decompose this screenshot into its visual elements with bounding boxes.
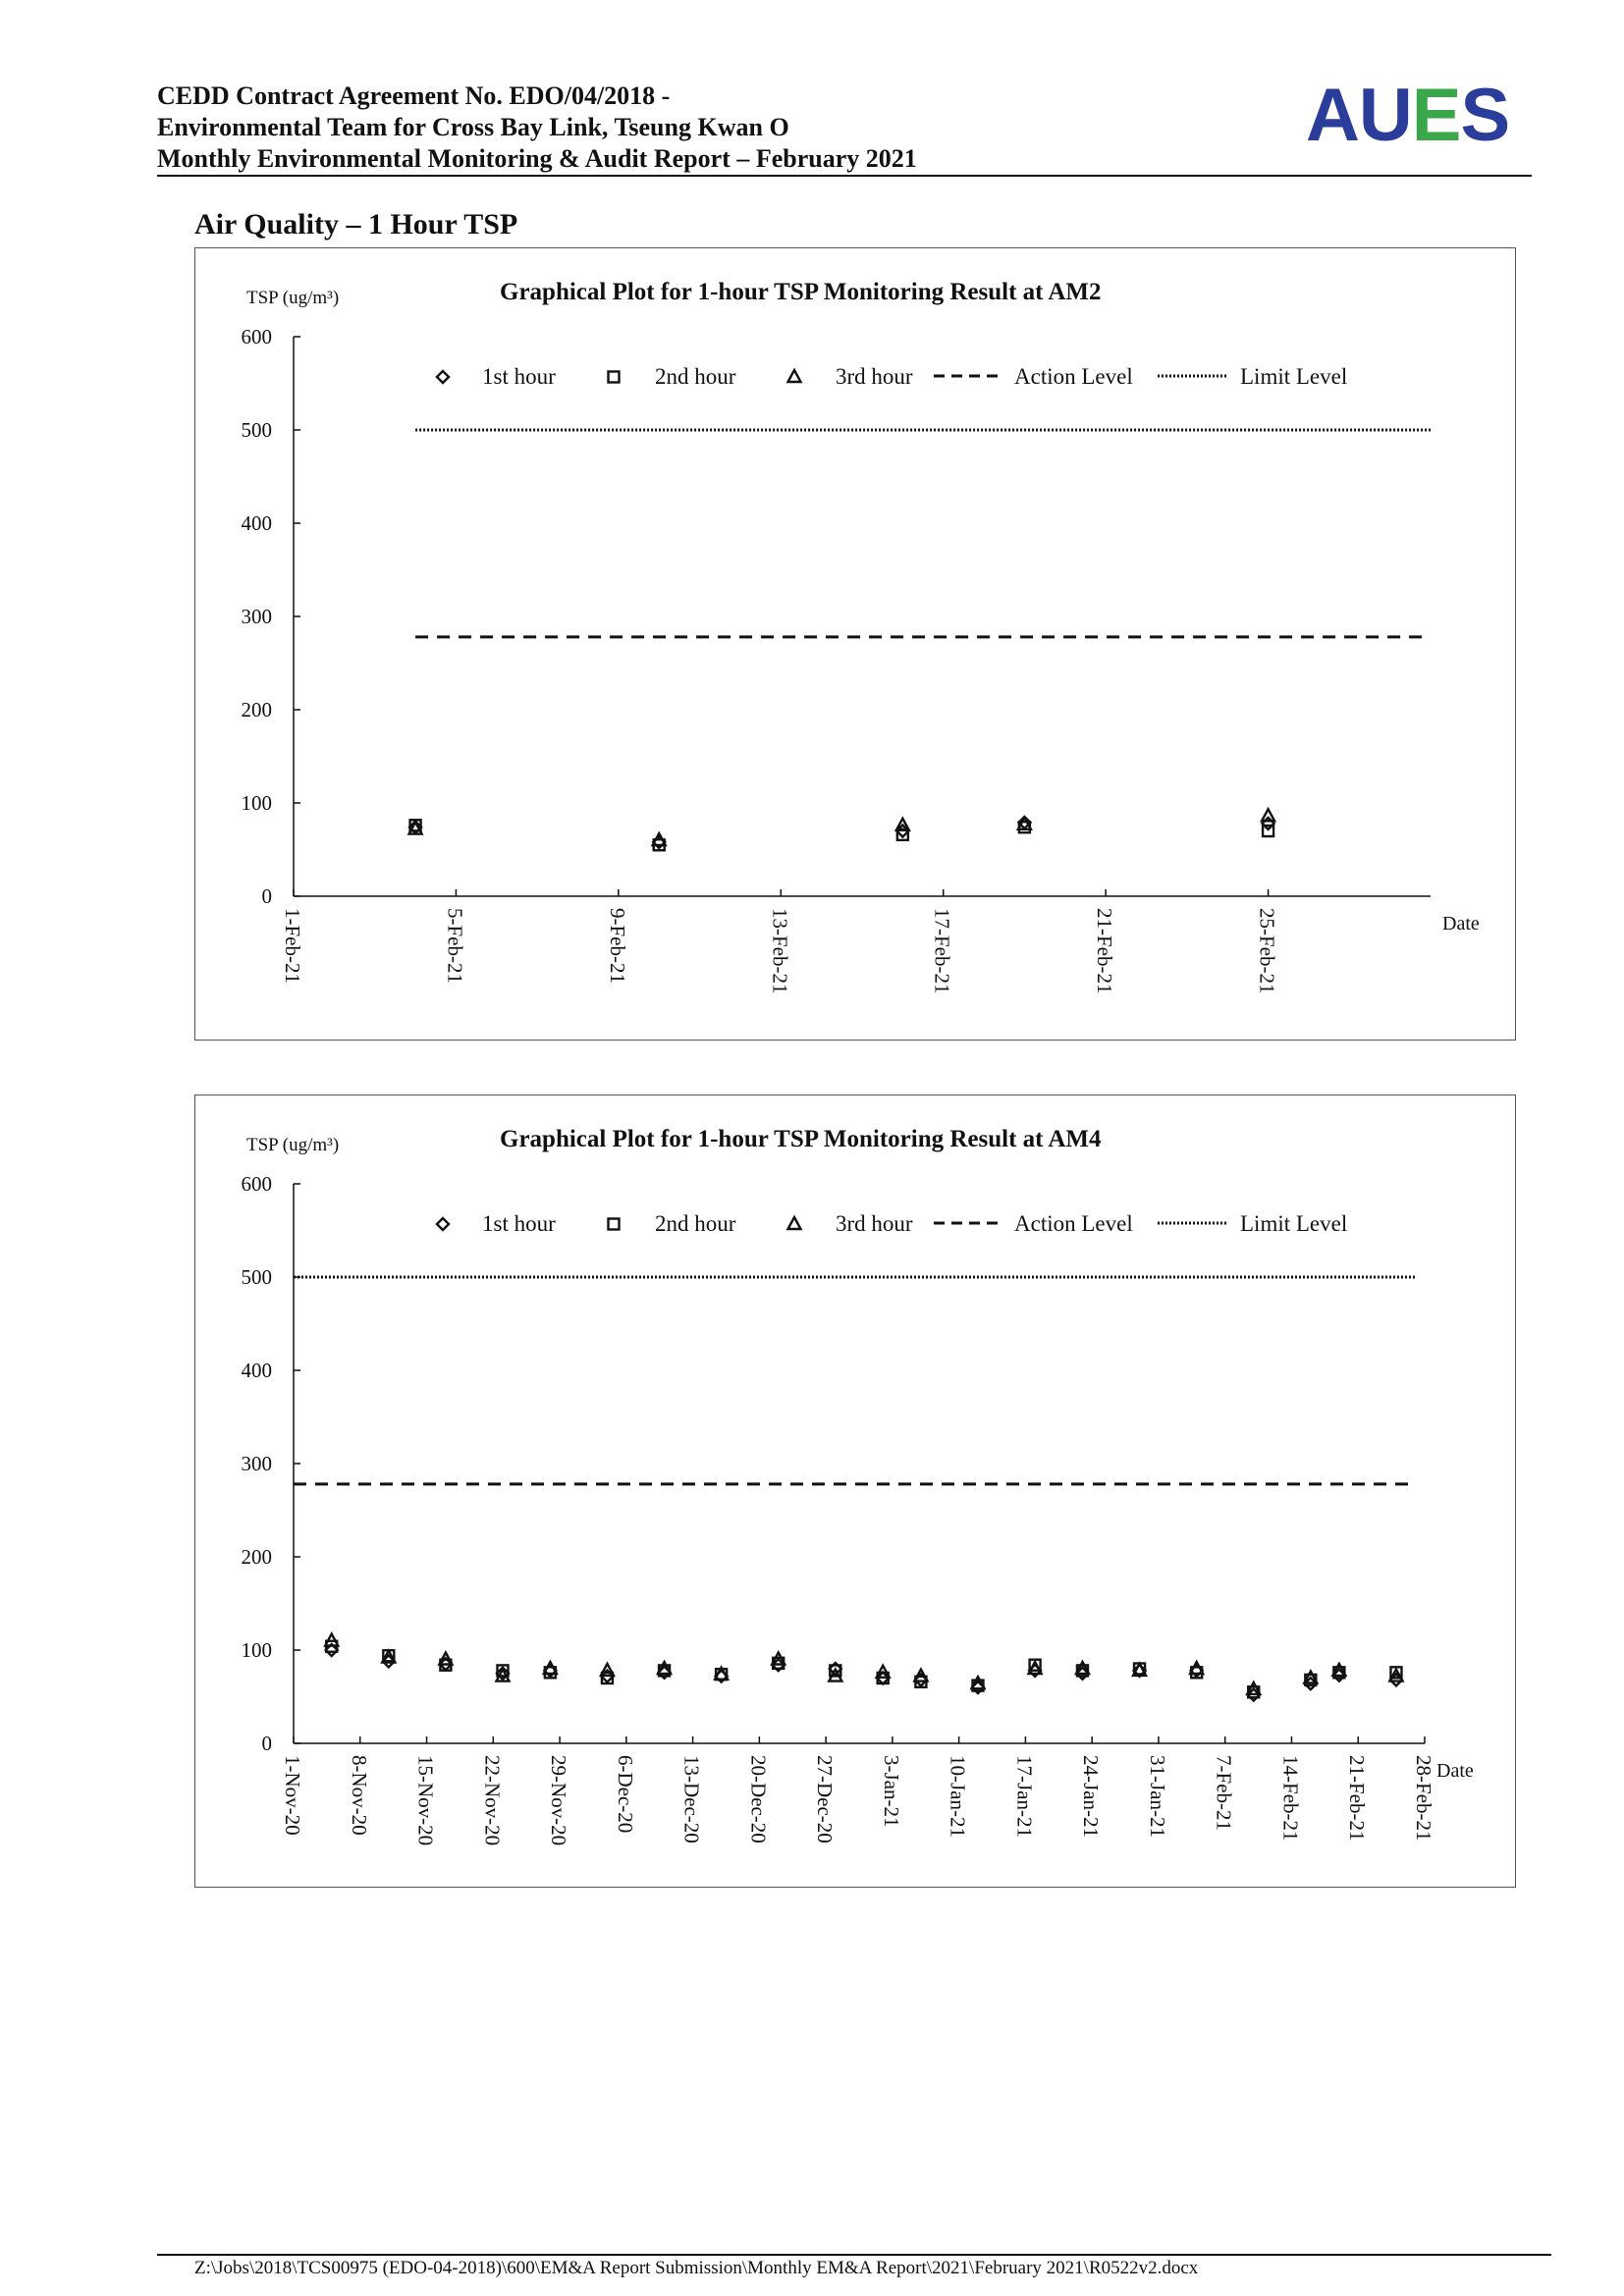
y-tick-label: 0 [261, 1732, 272, 1755]
header-line-2: Environmental Team for Cross Bay Link, Tseung Kwan O [157, 113, 789, 141]
header-divider [157, 175, 1532, 177]
legend-label: Action Level [1014, 364, 1133, 389]
report-header [157, 74, 1532, 177]
x-tick-label: 29-Nov-20 [547, 1755, 571, 1846]
legend-label: Action Level [1014, 1211, 1133, 1236]
x-tick-label: 25-Feb-21 [1255, 908, 1279, 994]
y-tick-label: 600 [241, 325, 272, 348]
y-tick-label: 100 [241, 1638, 272, 1662]
y-axis-label: TSP (ug/m³) [246, 1135, 340, 1155]
data-point-diamond [1263, 818, 1274, 829]
legend-marker-diamond [437, 1218, 449, 1230]
series-square [410, 820, 1274, 850]
y-tick-label: 300 [241, 1452, 272, 1475]
chart-am2-svg [195, 248, 1517, 1041]
legend-marker-triangle [788, 370, 801, 382]
header-line-3: Monthly Environmental Monitoring & Audit Report – February 2021 [157, 144, 917, 173]
x-tick-label: 13-Feb-21 [768, 908, 792, 994]
legend-marker-triangle [788, 1217, 801, 1229]
y-tick-label: 500 [241, 1265, 272, 1289]
x-tick-label: 8-Nov-20 [347, 1755, 371, 1836]
y-tick-label: 200 [241, 1545, 272, 1569]
legend-label: 3rd hour [836, 364, 913, 389]
legend-marker-square [609, 372, 620, 383]
x-tick-label: 14-Feb-21 [1278, 1755, 1303, 1842]
x-tick-label: 24-Jan-21 [1079, 1755, 1104, 1838]
footer-file-path: Z:\Jobs\2018\TCS00975 (EDO-04-2018)\600\EM&A Report Submission\Monthly EM&A Report\2021\February 2021\R0522v2.docx [194, 2258, 1199, 2278]
x-axis-label: Date [1442, 913, 1480, 934]
legend-label: 3rd hour [836, 1211, 913, 1236]
y-tick-label: 500 [241, 418, 272, 442]
logo-text-e: E [1411, 74, 1461, 157]
chart-title: Graphical Plot for 1-hour TSP Monitoring Result at AM4 [500, 1126, 1102, 1152]
x-tick-label: 17-Jan-21 [1012, 1755, 1037, 1838]
series-triangle [325, 1634, 1402, 1694]
x-tick-label: 28-Feb-21 [1412, 1755, 1435, 1842]
x-tick-label: 6-Dec-20 [613, 1755, 637, 1834]
x-tick-label: 21-Feb-21 [1345, 1755, 1370, 1842]
header-line-1: CEDD Contract Agreement No. EDO/04/2018 - [157, 81, 671, 110]
y-tick-label: 300 [241, 605, 272, 628]
y-tick-label: 0 [261, 884, 272, 908]
x-tick-label: 5-Feb-21 [443, 908, 467, 984]
chart-am4 [194, 1095, 1516, 1888]
x-tick-label: 31-Jan-21 [1145, 1755, 1169, 1838]
y-tick-label: 600 [241, 1172, 272, 1196]
x-axis-label: Date [1436, 1760, 1474, 1782]
y-tick-label: 100 [241, 791, 272, 815]
chart-am2 [194, 247, 1516, 1041]
x-tick-label: 22-Nov-20 [480, 1755, 505, 1846]
series-diamond [409, 817, 1274, 848]
x-tick-label: 13-Dec-20 [679, 1755, 704, 1843]
y-tick-label: 200 [241, 698, 272, 721]
x-tick-label: 7-Feb-21 [1212, 1755, 1236, 1831]
series-square [326, 1641, 1401, 1698]
legend-label: 2nd hour [655, 1211, 736, 1236]
chart-title: Graphical Plot for 1-hour TSP Monitoring Result at AM2 [500, 279, 1102, 305]
series-diamond [326, 1644, 1402, 1701]
legend-marker-square [609, 1219, 620, 1230]
x-tick-label: 3-Jan-21 [879, 1755, 903, 1828]
legend-label: 2nd hour [655, 364, 736, 389]
legend-label: Limit Level [1240, 364, 1348, 389]
y-axis-label: TSP (ug/m³) [246, 288, 340, 308]
x-tick-label: 15-Nov-20 [413, 1755, 438, 1846]
x-tick-label: 9-Feb-21 [605, 908, 629, 984]
series-triangle [409, 809, 1275, 845]
chart-am4-svg [195, 1095, 1517, 1889]
legend-label: 1st hour [482, 364, 556, 389]
y-tick-label: 400 [241, 1359, 272, 1382]
section-title: Air Quality – 1 Hour TSP [194, 208, 518, 240]
y-tick-label: 400 [241, 511, 272, 535]
x-tick-label: 1-Nov-20 [281, 1755, 304, 1836]
footer-divider [157, 2254, 1551, 2256]
x-tick-label: 21-Feb-21 [1093, 908, 1117, 994]
legend-label: 1st hour [482, 1211, 556, 1236]
x-tick-label: 27-Dec-20 [813, 1755, 838, 1843]
logo-text-au: AU [1306, 74, 1412, 157]
x-tick-label: 20-Dec-20 [746, 1755, 771, 1843]
aues-logo [1306, 74, 1510, 157]
logo-text-s: S [1460, 74, 1510, 157]
x-tick-label: 1-Feb-21 [281, 908, 304, 984]
x-tick-label: 10-Jan-21 [946, 1755, 970, 1838]
legend-marker-diamond [437, 371, 449, 383]
x-tick-label: 17-Feb-21 [930, 908, 954, 994]
legend-label: Limit Level [1240, 1211, 1348, 1236]
